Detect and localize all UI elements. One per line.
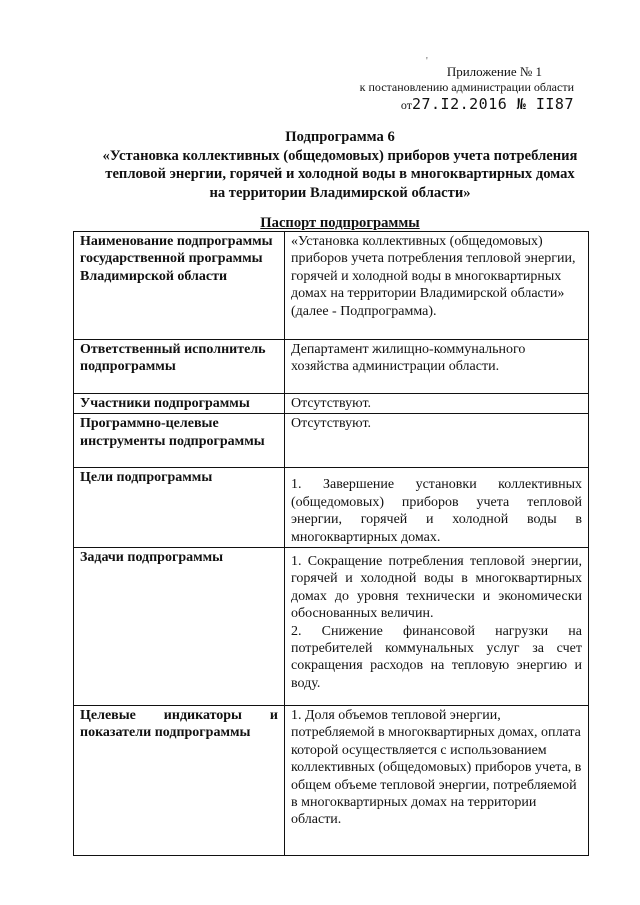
appendix-label: Приложение № 1: [446, 64, 542, 79]
row-label: Наименование подпрограммы государственной программы Владимирской области: [74, 232, 285, 340]
table-row: [74, 394, 589, 414]
title-line: тепловой энергии, горячей и холодной воды в многоквартирных домах: [105, 166, 575, 182]
row-label: Целевые индикаторы и показатели подпрограммы: [74, 706, 285, 856]
resolution-date: [330, 95, 574, 114]
row-value: Департамент жилищно-коммунального хозяйства администрации области.: [285, 340, 589, 394]
subprogram-number: Подпрограмма 6: [285, 129, 395, 145]
passport-heading: Паспорт подпрограммы: [260, 215, 420, 231]
row-label: Программно-целевые инструменты подпрограммы: [74, 414, 285, 468]
document-title: [60, 128, 620, 202]
row-label: Ответственный исполнитель подпрограммы: [74, 340, 285, 394]
row-label: Участники подпрограммы: [74, 394, 285, 414]
row-label: Цели подпрограммы: [74, 468, 285, 548]
title-line: на территории Владимирской области»: [209, 184, 471, 201]
title-line: «Установка коллективных (общедомовых) приборов учета потребления: [102, 147, 578, 164]
row-label: Задачи подпрограммы: [74, 548, 285, 706]
row-value: Отсутствуют.: [285, 394, 589, 414]
row-value: Отсутствуют.: [285, 414, 589, 468]
table-row: [74, 232, 589, 340]
resolution-reference: к постановлению администрации области: [359, 80, 574, 94]
table-row: [74, 548, 589, 706]
task-item: 2. Снижение финансовой нагрузки на потребителей коммунальных услуг за счет сокращения расходов на тепловую энергию и воду.: [291, 623, 582, 691]
table-row: [74, 414, 589, 468]
table-row: [74, 340, 589, 394]
date-prefix: от: [400, 98, 412, 112]
table-row: [74, 706, 589, 856]
row-value: «Установка коллективных (общедомовых) приборов учета потребления тепловой энергии, горячей и холодной воды в многоквартирных домах на территории Владимирской области» (далее - Подпрограмма).: [285, 232, 589, 340]
row-value: 1. Доля объемов тепловой энергии, потребляемой в многоквартирных домах, оплата которой осуществляется с использованием коллективных (общедомовых) приборов учета, в общем объеме тепловой энергии, потребляемой в многоквартирных домах на территории области.: [285, 706, 589, 856]
row-value: [285, 548, 589, 706]
row-value: 1. Завершение установки коллективных (общедомовых) приборов учета тепловой энергии, горячей и холодной воды в многоквартирных домах.: [285, 468, 589, 548]
margin-mark: ': [426, 56, 428, 67]
date-stamp: 27.I2.2016 № II87: [411, 95, 574, 113]
table-row: [74, 468, 589, 548]
passport-table: [73, 231, 589, 856]
appendix-header: [330, 64, 574, 114]
task-item: 1. Сокращение потребления тепловой энергии, горячей и холодной воды в многоквартирных домах до уровня технически и экономически обоснованных величин.: [291, 554, 582, 622]
